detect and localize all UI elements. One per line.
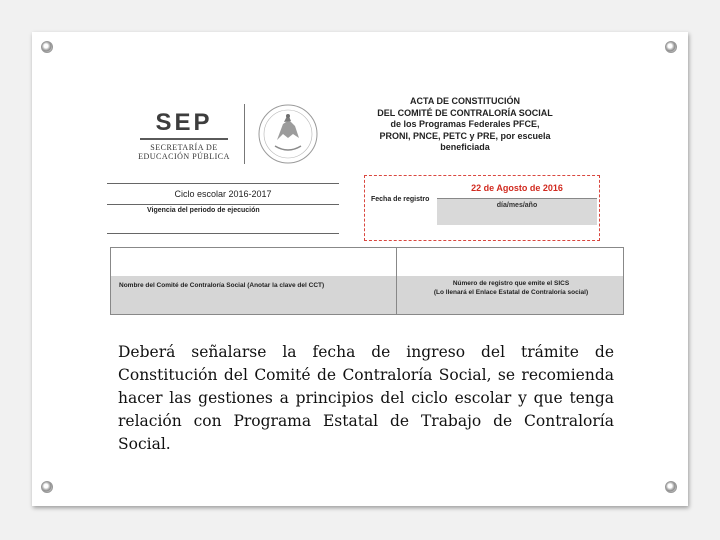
acta-line-1: ACTA DE CONSTITUCIÓN <box>410 96 520 106</box>
acta-line-3: de los Programas Federales PFCE, <box>390 119 540 129</box>
numero-registro-line-2: (Lo llenará el Enlace Estatal de Contraloría social) <box>433 289 589 296</box>
national-seal-icon <box>253 102 323 166</box>
acta-line-4: PRONI, PNCE, PETC y PRE, por escuela <box>379 130 551 141</box>
registro-table <box>110 247 624 315</box>
pin-top-right-icon <box>665 41 677 53</box>
fecha-format-hint: día/mes/año <box>437 199 597 225</box>
form-image <box>107 92 627 320</box>
pin-bottom-right-icon <box>665 481 677 493</box>
fecha-registro-label: Fecha de registro <box>371 196 430 203</box>
sep-logo-word: SEP <box>155 109 213 136</box>
sep-logo <box>124 110 244 161</box>
fecha-registro-box <box>364 175 600 241</box>
numero-registro-line-1: Número de registro que emite el SICS <box>452 280 570 287</box>
ciclo-escolar-field: Ciclo escolar 2016-2017 <box>107 183 339 205</box>
numero-registro-label <box>404 279 618 297</box>
logo-divider <box>244 104 245 164</box>
vigencia-field: Vigencia del periodo de ejecución <box>107 205 339 234</box>
pin-top-left-icon <box>41 41 53 53</box>
acta-line-2: DEL COMITÉ DE CONTRALORÍA SOCIAL <box>377 107 553 118</box>
acta-title <box>365 96 565 154</box>
fecha-registro-value: 22 de Agosto de 2016 <box>437 180 597 199</box>
sep-logo-subtitle-2: EDUCACIÓN PÚBLICA <box>138 152 230 161</box>
acta-line-5: beneficiada <box>440 142 490 152</box>
caption-text: Deberá señalarse la fecha de ingreso del trámite de Constitución del Comité de Contraloría Social, se recomienda hacer las gestiones a principios del ciclo escolar y que tenga relación con Programa Estatal de Trabajo de Contraloría Social. <box>118 343 614 453</box>
sep-logo-subtitle-1: SECRETARÍA DE <box>150 143 218 152</box>
pin-bottom-left-icon <box>41 481 53 493</box>
nombre-comite-label: Nombre del Comité de Contraloría Social (Anotar la clave del CCT) <box>119 282 325 289</box>
sep-logo-rule <box>140 138 228 140</box>
registro-table-divider <box>396 248 397 314</box>
